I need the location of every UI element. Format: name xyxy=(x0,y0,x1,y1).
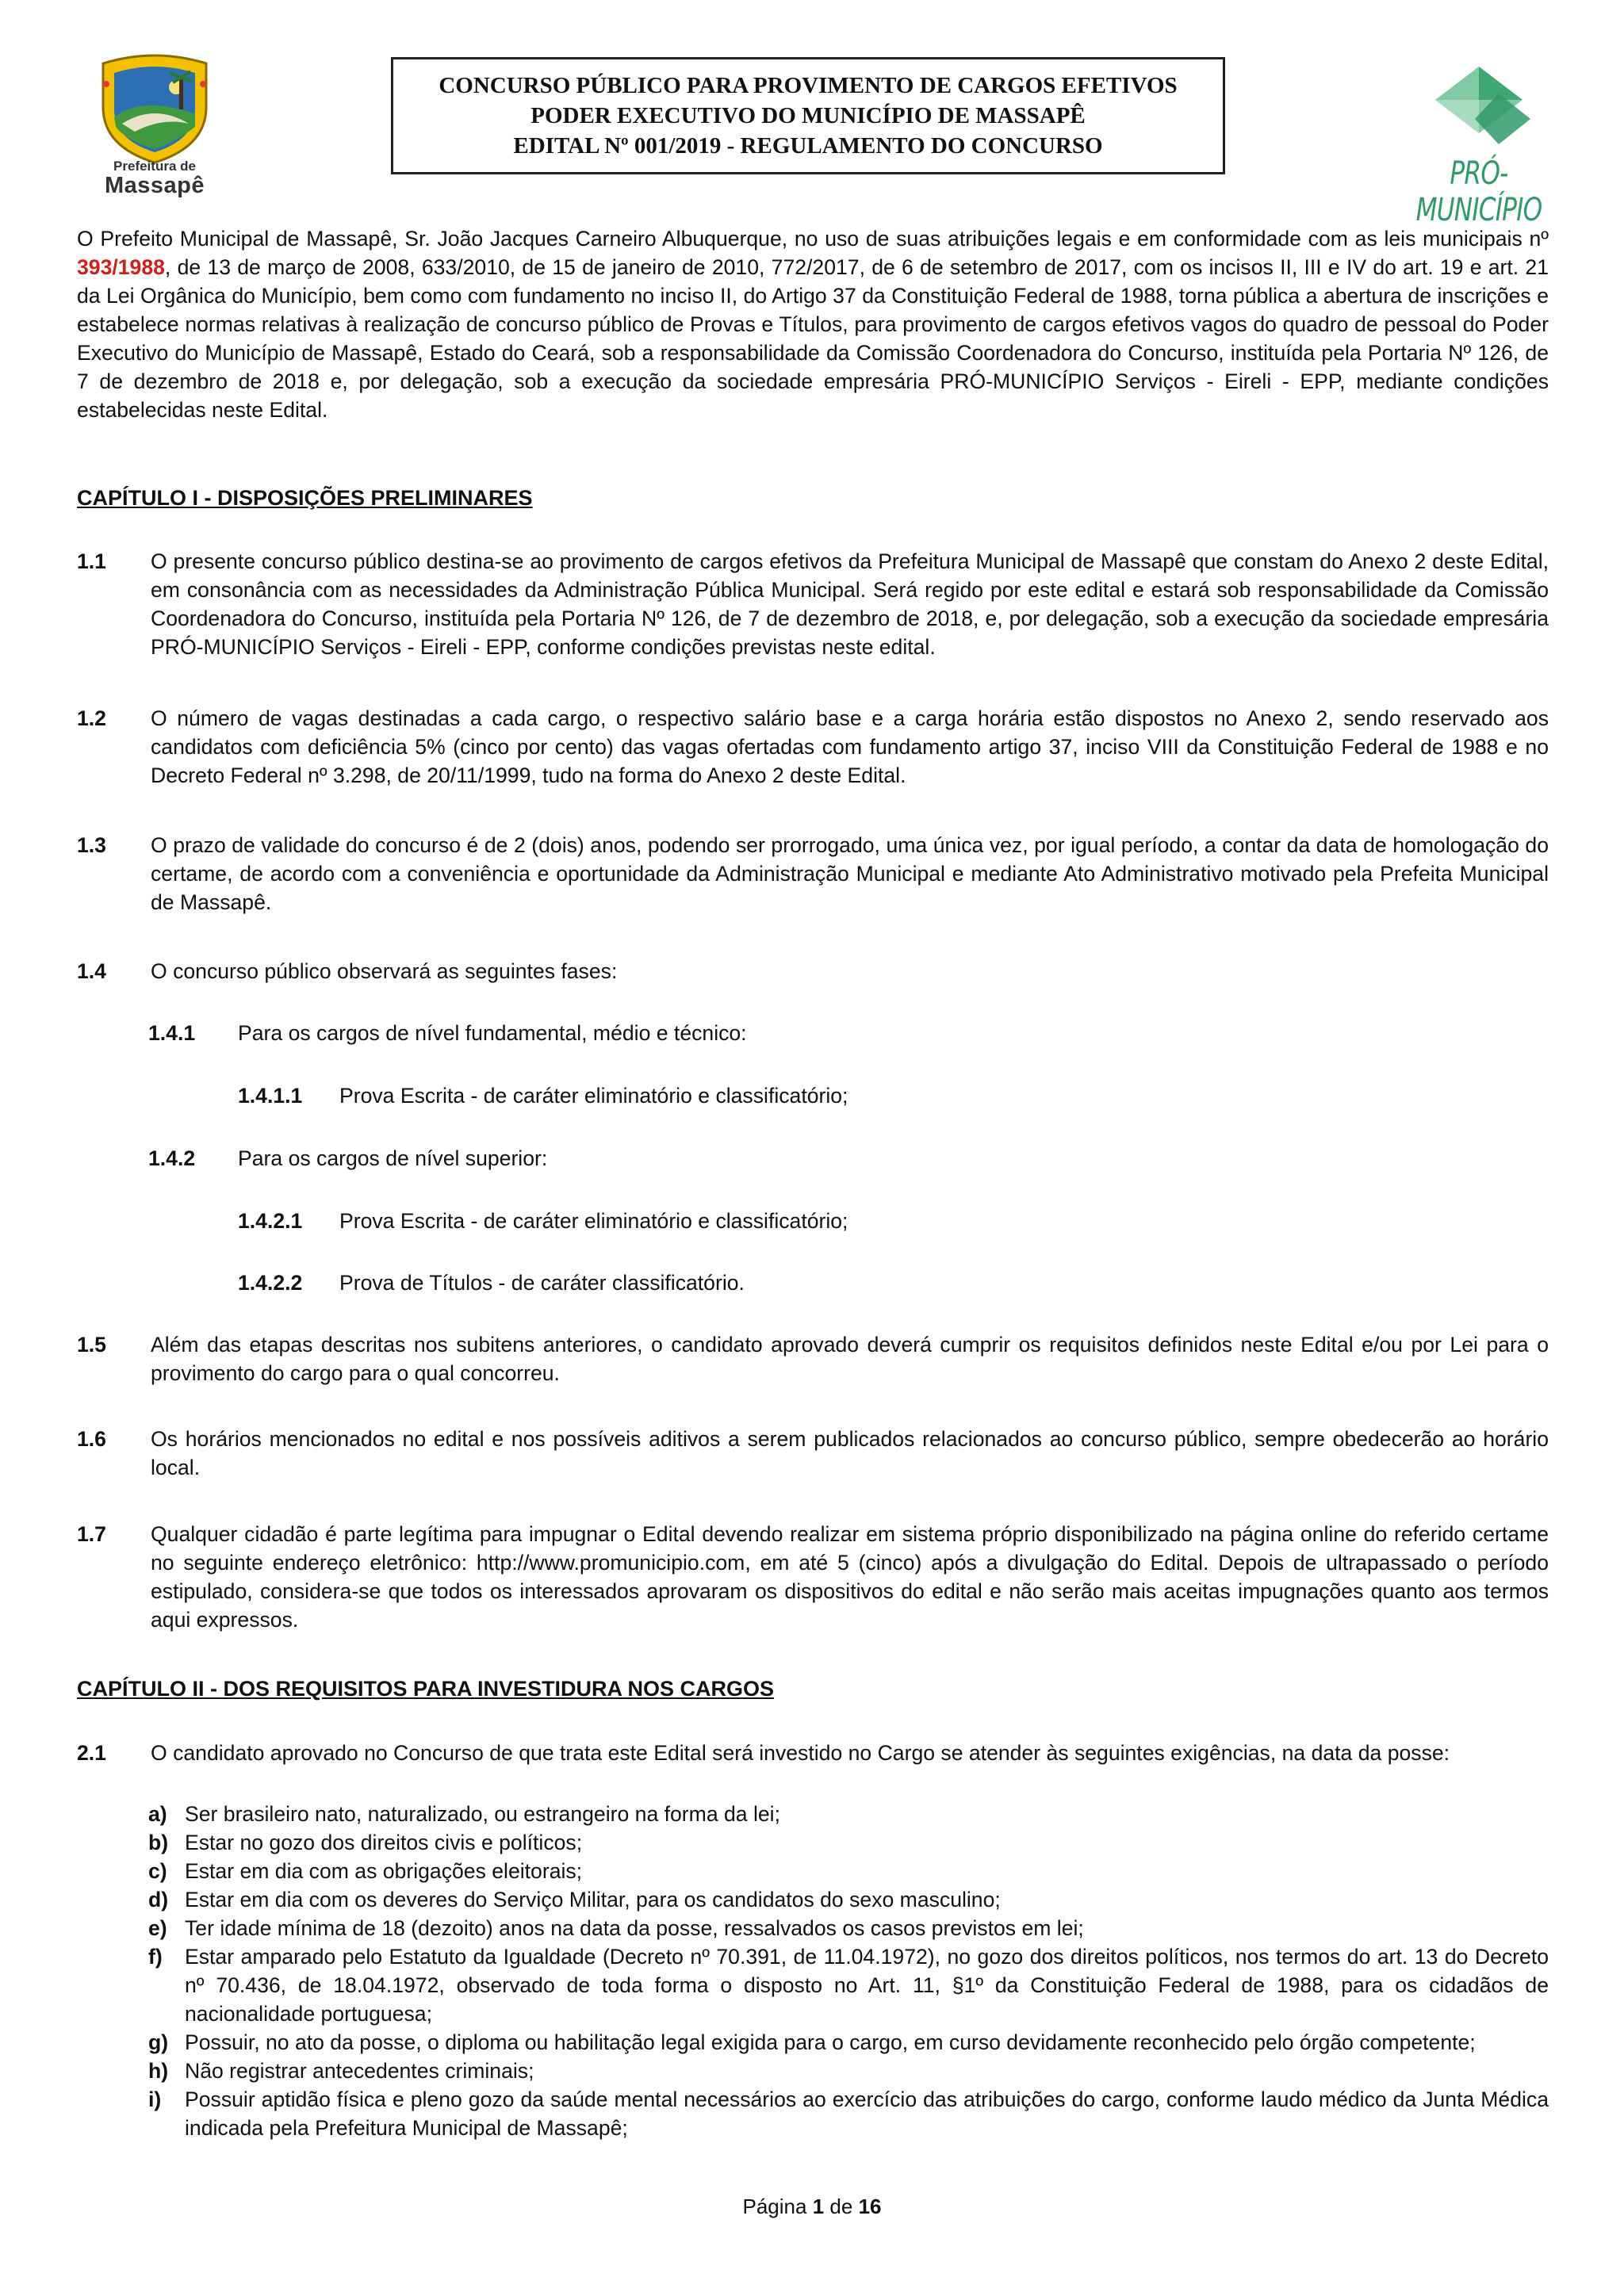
item-text: O concurso público observará as seguintes fases: xyxy=(151,959,618,983)
title-line-3: EDITAL Nº 001/2019 - REGULAMENTO DO CONCURSO xyxy=(513,133,1103,159)
item-number: 2.1 xyxy=(77,1741,106,1765)
item-number: 1.5 xyxy=(77,1333,106,1357)
logo-caption-line1: Prefeitura de xyxy=(113,159,196,174)
item-text: Prova Escrita - de caráter eliminatório e classificatório; xyxy=(339,1084,848,1108)
coat-of-arms-icon xyxy=(87,48,222,166)
item-number: 1.4.2.2 xyxy=(238,1271,303,1295)
item-number: 1.2 xyxy=(77,706,106,730)
list-letter: h) xyxy=(148,2059,169,2083)
pro-municipio-logo xyxy=(1396,62,1562,228)
intro-paragraph xyxy=(77,224,1549,424)
item-text: Prova Escrita - de caráter eliminatório e classificatório; xyxy=(339,1209,848,1233)
document-title-box xyxy=(391,57,1225,174)
item-text: Para os cargos de nível superior: xyxy=(238,1146,548,1170)
item-number: 1.4 xyxy=(77,959,106,983)
item-number: 1.4.2.1 xyxy=(238,1209,303,1233)
item-number: 1.4.1.1 xyxy=(238,1084,303,1108)
item-text: O número de vagas destinadas a cada cargo, o respectivo salário base e a carga horária estão dispostos no Anexo 2, sendo reservado aos candidatos com deficiência 5% (cinco por cento) das vagas ofertadas com fundamento artigo 37, inciso VIII da Constituição Federal de 1988 e no Decreto Federal nº 3.298, de 20/11/1999, tudo na forma do Anexo 2 deste Edital. xyxy=(151,706,1549,787)
list-letter: b) xyxy=(148,1831,169,1854)
item-number: 1.4.2 xyxy=(148,1146,196,1170)
list-item-text: Ter idade mínima de 18 (dezoito) anos na data da posse, ressalvados os casos previstos em lei; xyxy=(185,1916,1084,1940)
item-number: 1.1 xyxy=(77,549,106,573)
intro-text-part1: O Prefeito Municipal de Massapê, Sr. João Jacques Carneiro Albuquerque, no uso de suas atribuições legais e em conformidade com as leis municipais nº xyxy=(77,227,1549,251)
pro-municipio-diamond-icon xyxy=(1396,62,1562,165)
list-letter: g) xyxy=(148,2030,169,2054)
chapter2-title: CAPÍTULO II - DOS REQUISITOS PARA INVESTIDURA NOS CARGOS xyxy=(77,1677,775,1701)
pro-municipio-wordmark: PRÓ-MUNICÍPIO xyxy=(1415,155,1542,228)
logo-caption-line2: Massapê xyxy=(104,173,205,198)
list-letter: a) xyxy=(148,1802,167,1826)
prefeitura-massape-logo xyxy=(87,48,222,198)
list-item-text: Ser brasileiro nato, naturalizado, ou estrangeiro na forma da lei; xyxy=(185,1802,780,1826)
list-item-text: Estar em dia com os deveres do Serviço Militar, para os candidatos do sexo masculino; xyxy=(185,1888,1001,1911)
list-letter: e) xyxy=(148,1916,167,1940)
list-item-text: Estar em dia com as obrigações eleitorais; xyxy=(185,1859,583,1883)
list-item-text: Não registrar antecedentes criminais; xyxy=(185,2059,534,2083)
list-item-text: Possuir aptidão física e pleno gozo da saúde mental necessários ao exercício das atribuições do cargo, conforme laudo médico da Junta Médica indicada pela Prefeitura Municipal de Massapê; xyxy=(185,2087,1549,2140)
item-text: O prazo de validade do concurso é de 2 (dois) anos, podendo ser prorrogado, uma única vez, por igual período, a contar da data de homologação do certame, de acordo com a conveniência e oportunidade da Administração Municipal e mediante Ato Administrativo motivado pela Prefeita Municipal de Massapê. xyxy=(151,833,1549,914)
item-text: O candidato aprovado no Concurso de que trata este Edital será investido no Cargo se atender às seguintes exigências, na data da posse: xyxy=(151,1741,1450,1765)
list-item-text: Estar amparado pelo Estatuto da Igualdade (Decreto nº 70.391, de 11.04.1972), no gozo dos direitos políticos, nos termos do art. 13 do Decreto nº 70.436, de 18.04.1972, observado de toda forma o disposto no Art. 11, §1º da Constituição Federal de 1988, para os cidadãos de nacionalidade portuguesa; xyxy=(185,1945,1549,2026)
list-letter: f) xyxy=(148,1945,163,1969)
chapter1-title: CAPÍTULO I - DISPOSIÇÕES PRELIMINARES xyxy=(77,486,533,510)
intro-text-part2: , de 13 de março de 2008, 633/2010, de 15 de janeiro de 2010, 772/2017, de 6 de setembro de 2017, com os incisos II, III e IV do art. 19 e art. 21 da Lei Orgânica do Município, bem como com fundamento no inciso II, do Artigo 37 da Constituição Federal de 1988, torna pública a abertura de inscrições e estabelece normas relativas à realização de concurso público de Provas e Títulos, para provimento de cargos efetivos vagos do quadro de pessoal do Poder Executivo do Município de Massapê, Estado do Ceará, sob a responsabilidade da Comissão Coordenadora do Concurso, instituída pela Portaria Nº 126, de 7 de dezembro de 2018 e, por delegação, sob a execução da sociedade empresária PRÓ-MUNICÍPIO Serviços - Eireli - EPP, mediante condições estabelecidas neste Edital. xyxy=(77,255,1549,422)
title-line-2: PODER EXECUTIVO DO MUNICÍPIO DE MASSAPÊ xyxy=(530,103,1086,128)
list-letter: d) xyxy=(148,1888,169,1911)
item-text: Além das etapas descritas nos subitens anteriores, o candidato aprovado deverá cumprir os requisitos definidos neste Edital e/ou por Lei para o provimento do cargo para o qual concorreu. xyxy=(151,1333,1549,1385)
item-number: 1.7 xyxy=(77,1522,106,1546)
list-letter: c) xyxy=(148,1859,167,1883)
list-item-text: Possuir, no ato da posse, o diploma ou habilitação legal exigida para o cargo, em curso devidamente reconhecido pelo órgão competente; xyxy=(185,2030,1476,2054)
item-text: Qualquer cidadão é parte legítima para impugnar o Edital devendo realizar em sistema próprio disponibilizado na página online do referido certame no seguinte endereço eletrônico: http://www.promunicipio.com, em até 5 (cinco) após a divulgação do Edital. Depois de ultrapassado o período estipulado, considera-se que todos os interessados aprovaram os dispositivos do edital e não serão mais aceitas impugnações quanto aos termos aqui expressos. xyxy=(151,1522,1549,1632)
item-text: Prova de Títulos - de caráter classificatório. xyxy=(339,1271,745,1295)
total-pages: 16 xyxy=(858,2195,882,2218)
item-number: 1.6 xyxy=(77,1427,106,1451)
page-number xyxy=(0,2195,1624,2219)
item-text: Para os cargos de nível fundamental, médio e técnico: xyxy=(238,1021,747,1045)
current-page: 1 xyxy=(812,2195,825,2218)
page-label: Página xyxy=(742,2195,807,2218)
item-text: O presente concurso público destina-se ao provimento de cargos efetivos da Prefeitura Municipal de Massapê que constam do Anexo 2 deste Edital, em consonância com as necessidades da Administração Pública Municipal. Será regido por este edital e estará sob responsabilidade da Comissão Coordenadora do Concurso, instituída pela Portaria Nº 126, de 7 de dezembro de 2018, e, por delegação, sob a execução da sociedade empresária PRÓ-MUNICÍPIO Serviços - Eireli - EPP, conforme condições previstas neste edital. xyxy=(151,549,1549,659)
list-letter: i) xyxy=(148,2087,162,2111)
title-line-1: CONCURSO PÚBLICO PARA PROVIMENTO DE CARGOS EFETIVOS xyxy=(439,73,1178,98)
item-number: 1.4.1 xyxy=(148,1021,196,1045)
item-text: Os horários mencionados no edital e nos possíveis aditivos a serem publicados relacionados ao concurso público, sempre obedecerão ao horário local. xyxy=(151,1427,1549,1479)
intro-highlight-law: 393/1988 xyxy=(77,255,165,279)
list-item-text: Estar no gozo dos direitos civis e políticos; xyxy=(185,1831,583,1854)
page-of: de xyxy=(829,2195,853,2218)
item-number: 1.3 xyxy=(77,833,106,857)
